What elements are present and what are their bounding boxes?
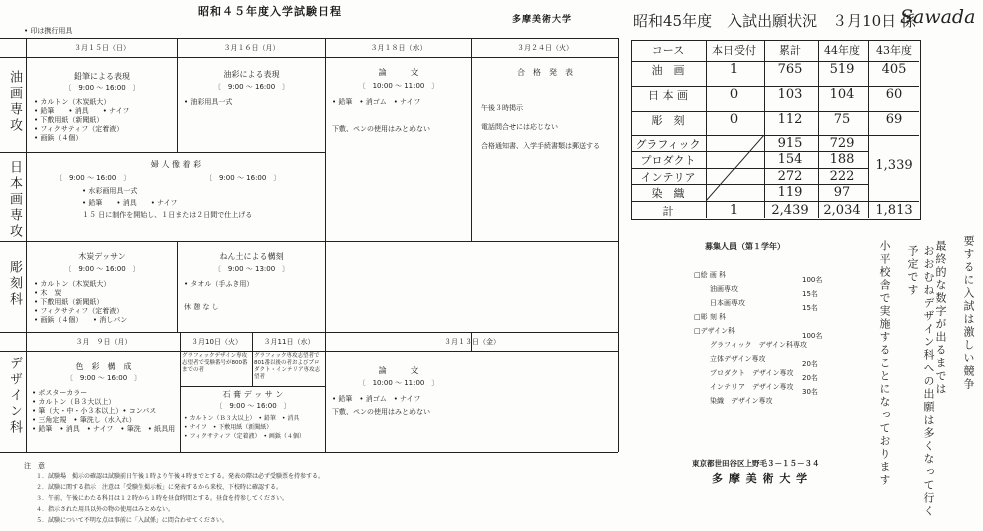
item: • 三角定規 • 筆洗し（水入れ） bbox=[32, 416, 136, 424]
stats-cell: 計 bbox=[662, 205, 674, 218]
item: • 油彩用具一式 bbox=[184, 98, 233, 106]
item: • 鉛筆 • 消具 • ナイフ • 筆洗 • 紙具用 bbox=[32, 425, 176, 433]
item: • カルトン（Ｂ３大以上） bbox=[32, 398, 116, 406]
item: • フィクサティフ（定着液） bbox=[34, 125, 124, 133]
stats-cell: 彫 刻 bbox=[651, 114, 685, 127]
item: • 画鋲（４個） bbox=[34, 134, 83, 142]
recruit-label: グラフィック デザイン科専攻 bbox=[710, 341, 807, 349]
exam-title: 婦 人 像 着 彩 bbox=[150, 160, 202, 169]
recruit-line bbox=[694, 276, 823, 293]
item: • ナイフ • 下敷用紙（新聞紙） bbox=[184, 424, 273, 431]
exam-title: 論 文 bbox=[378, 366, 419, 375]
stats-cell: インテリア bbox=[640, 171, 696, 184]
group-note: グラフィックデザイン専攻志望者で受験番号が800番までの者 bbox=[182, 353, 248, 373]
item: • カルトン（Ｂ３大以上） • 鉛筆 • 消具 bbox=[184, 415, 300, 422]
stats-cell: 519 bbox=[829, 62, 855, 77]
column-header: 本日受付 bbox=[712, 44, 756, 57]
item: • 筆（大・中・小３本以上）• コンパス bbox=[32, 407, 157, 415]
recruit-quota: 15名 bbox=[802, 290, 818, 298]
recruit-quota: 20名 bbox=[802, 360, 818, 368]
item: • 下敷用紙（新聞紙） bbox=[34, 116, 104, 124]
date-header: ３月10日（火） bbox=[191, 338, 242, 346]
item: • 水彩画用具一式 bbox=[82, 187, 138, 195]
exam-title: 合 格 発 表 bbox=[517, 68, 573, 77]
item: 電話問合せには応じない bbox=[481, 123, 558, 131]
recruit-label: □彫 刻 科 bbox=[694, 313, 727, 321]
dept-label-design: デザイン科 bbox=[7, 356, 22, 436]
recruit-label: □デザイン科 bbox=[694, 327, 736, 335]
note-line: １．試験場 掲示の確認は試験前日午後１時より午後４時までとする。発表の際は必ず受験票を持参する。 bbox=[36, 473, 325, 480]
stats-cell: 405 bbox=[881, 62, 907, 77]
note-line: ４．指示された用具以外の物の使用はみとめない。 bbox=[36, 506, 175, 513]
school-name: 多摩美術大学 bbox=[512, 15, 573, 25]
handwritten-line: 要するに入試は激しい競争 bbox=[962, 235, 975, 391]
date-header: ３月１８日（水） bbox=[370, 44, 427, 52]
stats-cell: プロダクト bbox=[640, 154, 696, 167]
recruit-label: プロダクト デザイン専攻 bbox=[710, 369, 794, 377]
date-header: ３月１６日（月） bbox=[223, 44, 280, 52]
stats-cell: 60 bbox=[885, 87, 903, 102]
exam-title: 鉛筆による表現 bbox=[74, 72, 130, 81]
item: １５ 日に制作を開始し、１日または２日間で仕上げる bbox=[82, 211, 253, 219]
stats-cell: 0 bbox=[729, 87, 739, 102]
stats-cell: 染 織 bbox=[651, 187, 685, 200]
stats-cell: 2,439 bbox=[771, 203, 809, 218]
note-line: ３．午前、午後にわたる科目は１２時から１時を昼食時間とする。昼食を持参してください。 bbox=[36, 495, 289, 502]
exam-time: 〔 9:00 ～ 16:00 〕 bbox=[65, 374, 142, 382]
recruit-label: 染織 デザイン専攻 bbox=[710, 397, 773, 405]
stats-cell: 1 bbox=[729, 62, 739, 77]
note-line: ２．試験に関する指示 注意は「受験生掲示板」に発表するから来校、下校時に確認する。 bbox=[36, 484, 283, 491]
notes-title: 注 意 bbox=[24, 462, 45, 470]
recruit-line bbox=[694, 346, 807, 363]
stats-cell: グラフィック bbox=[635, 138, 701, 151]
item: 下敷、ペンの使用はみとめない bbox=[332, 408, 430, 416]
exam-time: 〔 9:00 ～ 16:00 〕 bbox=[215, 402, 291, 410]
stats-cell: 103 bbox=[777, 87, 803, 102]
recruit-line bbox=[694, 290, 818, 307]
group-note: グラフィック専攻志望者で801番以後の者およびプロダクト・インテリア専攻志望者 bbox=[254, 353, 321, 380]
date-header: ３月１３日（金） bbox=[444, 338, 500, 346]
exam-title: 色 彩 構 成 bbox=[75, 362, 132, 371]
stats-cell: 1 bbox=[729, 203, 739, 218]
stats-header: 昭和45年度 入試出願状況 ３月10日 係 bbox=[633, 12, 916, 30]
recruit-label: □絵 画 科 bbox=[694, 271, 727, 279]
date-header: ３月２４日（火） bbox=[517, 44, 573, 52]
item: • カルトン（木炭紙大） bbox=[34, 280, 111, 288]
stats-cell: 油 画 bbox=[651, 64, 685, 77]
handwritten-line: 最終的な数字が出るまでは bbox=[934, 240, 947, 396]
recruit-address: 東京都世田谷区上野毛３－１５－３４ bbox=[692, 459, 820, 468]
column-header: コース bbox=[651, 44, 685, 57]
recruit-quota: 30名 bbox=[802, 388, 818, 396]
item: • 木 炭 bbox=[34, 289, 62, 297]
exam-time: 〔 9:00 ～ 16:00 〕 bbox=[64, 84, 140, 92]
date-header: ３月11日（水） bbox=[263, 338, 315, 346]
recruit-line bbox=[694, 374, 818, 391]
stats-cell: 915 bbox=[777, 136, 803, 151]
note-line: ５．試験について不明な点は事前に「入試係」に問合わせてください。 bbox=[36, 517, 228, 524]
stats-cell: 1,339 bbox=[875, 158, 913, 173]
stats-cell: 729 bbox=[829, 136, 855, 151]
item: • 鉛筆 • 消具 • ナイフ bbox=[34, 107, 130, 115]
recruit-quota: 100名 bbox=[802, 332, 823, 340]
date-header: ３月１５日（日） bbox=[74, 44, 130, 52]
item: • フィクサティフ（定着液） bbox=[34, 307, 124, 315]
recruit-title: 募集人員（第１学年） bbox=[705, 242, 785, 251]
stats-cell: 104 bbox=[829, 87, 855, 102]
recruit-school: 多 摩 美 術 大 学 bbox=[712, 472, 809, 485]
recruit-quota: 100名 bbox=[802, 276, 823, 284]
exam-time: 〔 9:00 ～ 16:00 〕 bbox=[213, 83, 290, 91]
exam-title: 木炭デッサン bbox=[78, 252, 126, 261]
item: 下敷、ペンの使用はみとめない bbox=[332, 125, 430, 133]
recruit-label: インテリア デザイン専攻 bbox=[710, 383, 794, 391]
date-header: ３月 ９日（月） bbox=[75, 338, 132, 346]
exam-title: 油彩による表現 bbox=[223, 70, 280, 79]
column-header: 43年度 bbox=[876, 44, 912, 57]
item: 午後３時掲示 bbox=[481, 104, 523, 112]
stats-cell: 154 bbox=[777, 152, 803, 167]
exam-title: 石 膏 デ ッ サ ン bbox=[222, 390, 284, 399]
recruit-quota: 20名 bbox=[802, 374, 818, 382]
stats-cell: 222 bbox=[829, 169, 855, 184]
item: • 鉛筆 • 消ゴム • ナイフ bbox=[332, 98, 421, 106]
stats-cell: 2,034 bbox=[823, 203, 861, 218]
stats-cell: 1,813 bbox=[875, 203, 913, 218]
item: • カルトン（木炭紙大） bbox=[34, 98, 111, 106]
recruit-label: 立体デザイン専攻 bbox=[710, 355, 766, 363]
stats-cell: 0 bbox=[729, 112, 739, 127]
signature: Sawada bbox=[900, 6, 976, 28]
exam-time: 〔 10:00 ～ 11:00 〕 bbox=[358, 379, 439, 387]
item bbox=[332, 107, 430, 125]
stats-cell: 97 bbox=[833, 185, 851, 200]
exam-time: 〔 10:00 ～ 11:00 〕 bbox=[358, 82, 439, 90]
recruit-line bbox=[694, 332, 823, 349]
column-header: 累計 bbox=[779, 44, 801, 57]
recruit-line bbox=[694, 304, 818, 321]
stats-cell: 112 bbox=[777, 112, 803, 127]
item: 合格通知書、入学手続書類は郵送する bbox=[481, 142, 600, 150]
item: • 画鋲（４個） • 消しパン bbox=[34, 316, 128, 324]
recruit-quota: 15名 bbox=[802, 304, 818, 312]
dept-label-sculpture: 彫刻科 bbox=[7, 260, 22, 308]
recruit-label: 油画専攻 bbox=[710, 285, 738, 293]
dept-label-oil: 油画専攻 bbox=[7, 70, 22, 134]
diagonal-strike bbox=[706, 135, 764, 201]
stats-cell: 75 bbox=[833, 112, 851, 127]
column-header: 44年度 bbox=[824, 44, 860, 57]
exam-time: 〔 9:00 ～ 13:00 〕 bbox=[213, 265, 290, 273]
stats-cell: 69 bbox=[885, 112, 903, 127]
exam-title: ねん土による構刻 bbox=[219, 252, 284, 261]
recruit-line bbox=[694, 360, 818, 377]
item bbox=[184, 289, 253, 303]
stats-cell: 272 bbox=[777, 169, 803, 184]
carry-note: • 印は携行用具 bbox=[24, 27, 73, 35]
recruit-line bbox=[694, 262, 807, 279]
item: 休 憩 な し bbox=[184, 303, 219, 311]
exam-time: 〔 9:00 ～ 16:00 〕 bbox=[64, 265, 140, 273]
exam-title: 論 文 bbox=[378, 68, 419, 77]
item: • 鉛筆 • 消具 • ナイフ bbox=[82, 199, 178, 207]
exam-time: 〔 9:00 ～ 16:00 〕 bbox=[55, 174, 131, 182]
item: • ポスターカラー bbox=[32, 389, 88, 397]
item: • 下敷用紙（新聞紙） bbox=[34, 298, 104, 306]
stats-cell: 日 本 画 bbox=[648, 89, 688, 102]
stats-cell: 119 bbox=[777, 185, 803, 200]
stats-cell: 765 bbox=[777, 62, 803, 77]
schedule-title: 昭和４５年度入学試験日程 bbox=[198, 5, 342, 18]
handwritten-line: おおむねデザイン科への出願は多くなって行く予定です bbox=[906, 245, 935, 518]
exam-time: 〔 9:00 ～ 16:00 〕 bbox=[205, 174, 281, 182]
recruit-line bbox=[694, 318, 807, 335]
item: • 鉛筆 • 消ゴム • ナイフ bbox=[332, 395, 421, 403]
dept-label-nihonga: 日本画専攻 bbox=[7, 160, 22, 240]
recruit-label: 日本画専攻 bbox=[710, 299, 745, 307]
item: • タオル（手ふき用） bbox=[184, 280, 254, 288]
stats-cell: 188 bbox=[829, 152, 855, 167]
item: • フィクサティフ（定着液） • 画鋲（４個） bbox=[184, 433, 305, 440]
handwritten-line: 小平校舎で実施することになっております bbox=[878, 240, 891, 487]
recruit-line bbox=[694, 388, 818, 405]
